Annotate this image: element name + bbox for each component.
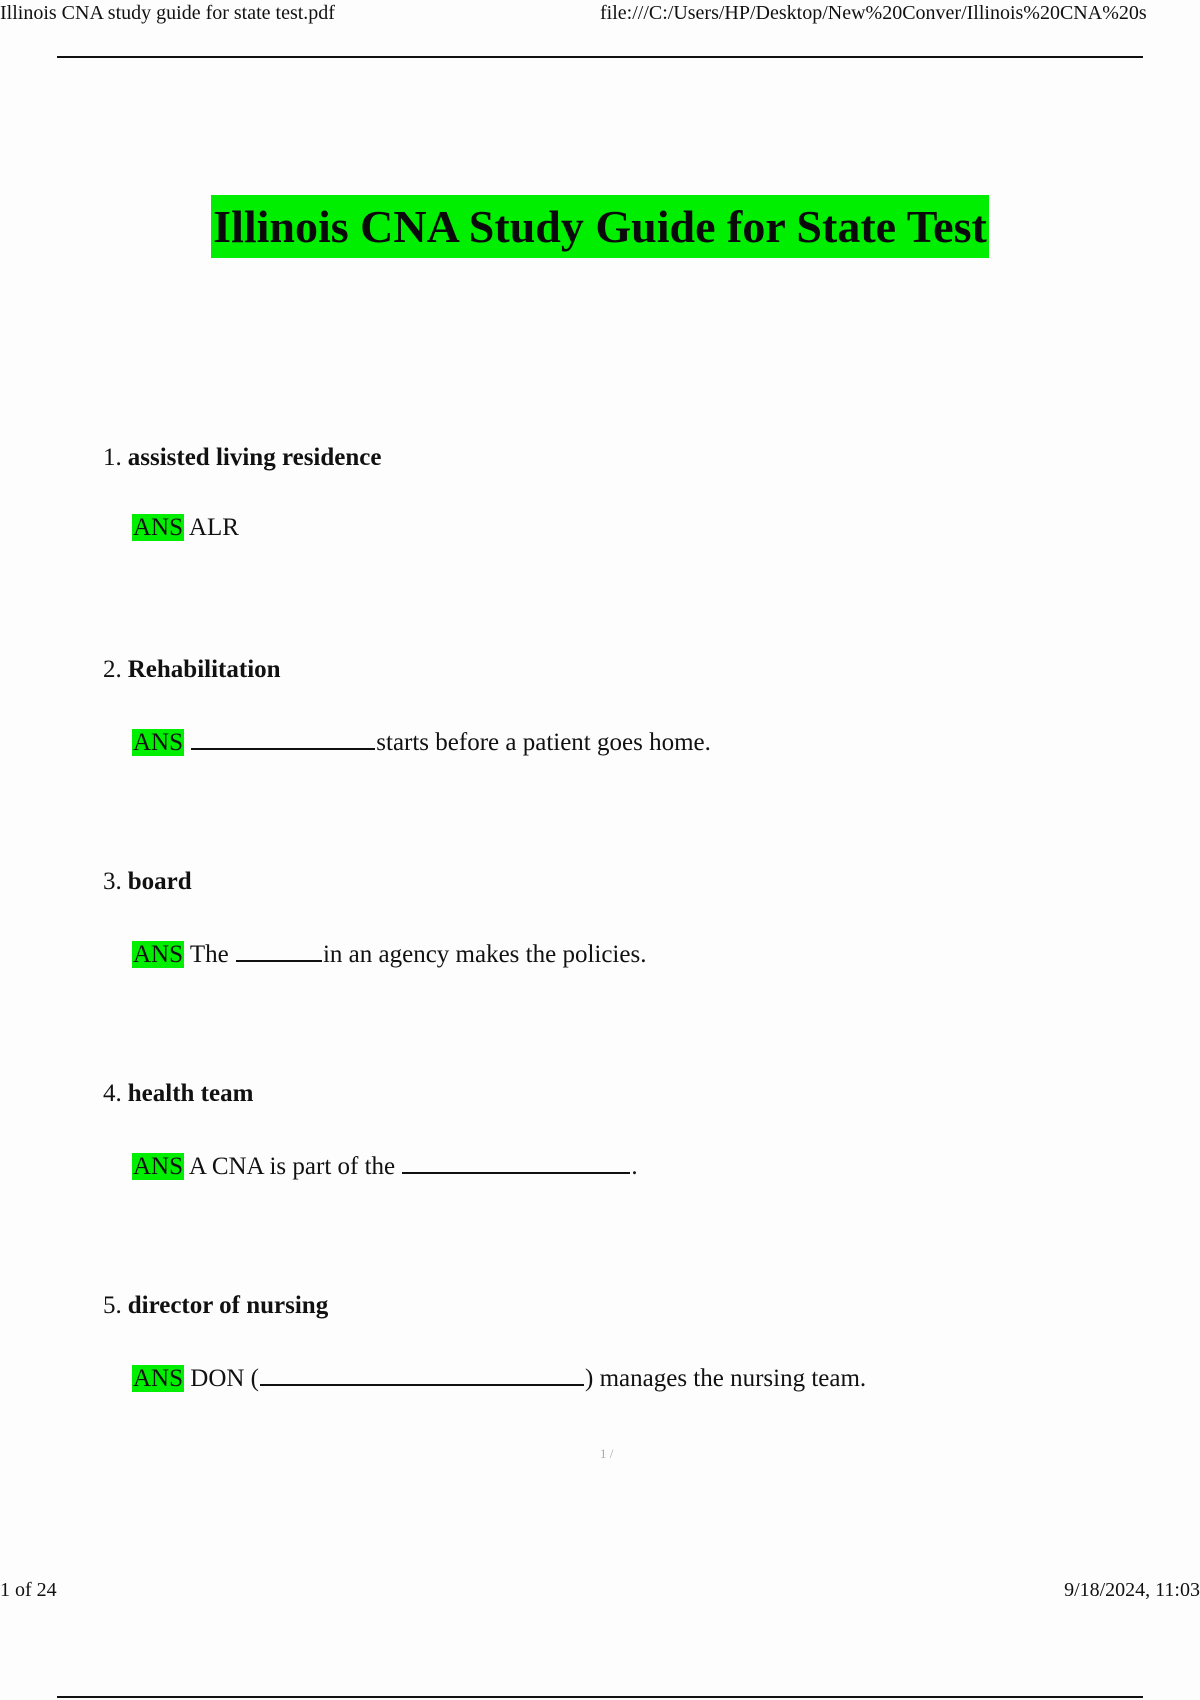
fill-blank <box>191 722 375 750</box>
question-2 <box>103 654 281 686</box>
fill-blank <box>260 1358 584 1386</box>
answer-1 <box>132 510 239 546</box>
page-mark: 1 / <box>600 1446 614 1461</box>
answer-text-end: . <box>631 1153 638 1180</box>
answer-text-start: A CNA is part of the <box>188 1153 396 1180</box>
file-path: file:///C:/Users/HP/Desktop/New%20Conver/Illinois%20CNA%20s <box>600 2 1147 24</box>
top-rule <box>57 56 1143 58</box>
file-title: Illinois CNA study guide for state test.pdf <box>0 2 335 24</box>
page-count: 1 of 24 <box>0 1579 57 1601</box>
answer-text-end: ) manages the nursing team. <box>585 1365 867 1392</box>
question-number: 5. <box>103 1292 122 1319</box>
question-text: Rehabilitation <box>127 656 281 683</box>
question-4 <box>103 1078 253 1110</box>
question-number: 1. <box>103 444 122 471</box>
question-number: 2. <box>103 656 122 683</box>
answer-text: ALR <box>188 514 239 541</box>
doc-title: Illinois CNA Study Guide for State Test <box>211 195 989 258</box>
question-3 <box>103 866 192 898</box>
answer-text-start: The <box>189 941 229 968</box>
ans-label: ANS <box>133 729 184 756</box>
ans-label: ANS <box>133 1153 184 1180</box>
fill-blank <box>402 1146 630 1174</box>
fill-blank <box>236 934 322 962</box>
answer-5 <box>132 1358 866 1397</box>
ans-label: ANS <box>133 941 184 968</box>
answer-2 <box>132 722 711 761</box>
answer-3 <box>132 934 646 973</box>
question-1 <box>103 442 381 474</box>
question-text: director of nursing <box>127 1292 329 1319</box>
print-datetime: 9/18/2024, 11:03 <box>1064 1579 1200 1601</box>
ans-label: ANS <box>133 514 184 541</box>
answer-text: starts before a patient goes home. <box>376 729 711 756</box>
answer-text-start: DON ( <box>190 1365 260 1392</box>
bottom-rule <box>57 1696 1143 1698</box>
question-text: assisted living residence <box>127 444 382 471</box>
question-text: health team <box>127 1080 254 1107</box>
question-5 <box>103 1290 328 1322</box>
answer-text-end: in an agency makes the policies. <box>322 941 647 968</box>
question-number: 4. <box>103 1080 122 1107</box>
question-text: board <box>127 868 192 895</box>
question-number: 3. <box>103 868 122 895</box>
answer-4 <box>132 1146 638 1185</box>
ans-label: ANS <box>133 1365 184 1392</box>
